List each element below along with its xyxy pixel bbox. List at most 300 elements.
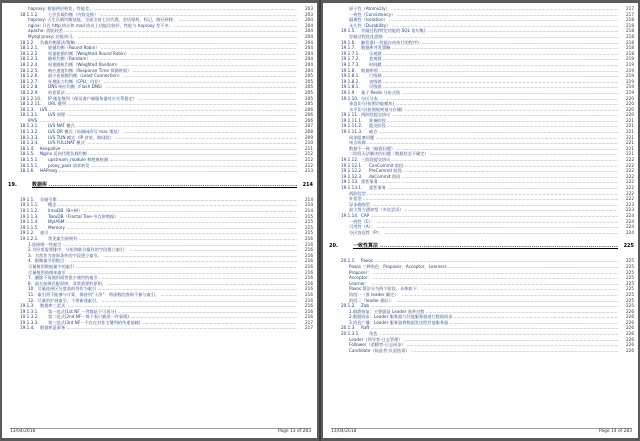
toc-entry-number: 19.1.1.3.: [20, 213, 39, 219]
toc-entry-page: 216: [298, 264, 313, 270]
toc-entry-title: 2.为经常需要排序、分组和联合操作的字段建立索引： .....: [28, 247, 297, 253]
toc-entry-number: 18.1.2.4.: [20, 61, 39, 67]
page-divider: [319, 0, 321, 441]
toc-entry-title: LVS FULLNAT 模式 .....: [48, 140, 297, 146]
toc-entry-page: 215: [298, 225, 313, 231]
toc-entry-title: 3.消息广播：Leader 服务器将数据发送给其他服务器 .....: [349, 320, 618, 326]
toc-entry-page: 216: [298, 247, 313, 253]
toc-entry-page: 217: [619, 12, 634, 18]
toc-entry-page: 218: [619, 23, 634, 29]
toc-entry-page: 212: [298, 157, 313, 163]
toc-entry-page: 205: [298, 90, 313, 96]
toc-entry-title: 一致性算法 .....: [353, 241, 618, 252]
toc-entry-page: 223: [619, 207, 634, 213]
toc-entry-number: 19.1.3.1.: [20, 308, 39, 314]
toc-entry-page: 221: [619, 123, 634, 129]
toc-entry-page: 226: [619, 331, 634, 337]
toc-entry-title: 准备阶段 .....: [369, 118, 618, 124]
toc-entry-number: 19.1.1.2.: [20, 208, 39, 213]
toc-entry-title: 2.数据同步：Leader 服务器与其他服务器进行数据同步 .....: [349, 314, 618, 320]
toc-entry-page: 219: [619, 79, 634, 85]
toc-entry-page: 218: [619, 17, 634, 23]
toc-entry-page: 226: [619, 337, 634, 343]
toc-entry-title: 尽量使用前缀来索引 .....: [28, 270, 297, 276]
toc-entry-title: 分区分表 .....: [361, 96, 618, 102]
toc-entry-title: haproxy: 根据两层转发，性能差。 .....: [28, 6, 297, 12]
toc-entry-number: 18.1.2.5.: [20, 67, 39, 73]
toc-entry-title: 缺点 .....: [369, 129, 618, 135]
toc-entry-title: Acceptor： .....: [349, 275, 618, 281]
toc-entry-page: 222: [619, 191, 634, 197]
toc-entry-page: 219: [619, 84, 634, 90]
toc-entry-title: Keepalive .....: [40, 146, 297, 152]
toc-entry-title: Candidate（候选者-负责选票） .....: [349, 348, 618, 354]
toc-entry-title: 两阶段提交协议 .....: [361, 112, 618, 118]
toc-entry-page: 219: [619, 73, 634, 79]
toc-entry-number: 19.1.7.3.: [341, 61, 360, 67]
toc-entry-number: 18.1.2.9.: [20, 89, 39, 95]
toc-entry-number: 19.1.1.: [20, 196, 35, 202]
toc-entry-number: 19.1.12.3.: [341, 173, 363, 179]
toc-entry-page: 217: [619, 6, 634, 12]
toc-entry-title: 10．尽量选择区分度高的列作为索引 .....: [28, 286, 297, 292]
toc-entry-page: 208: [298, 129, 313, 135]
toc-entry-page: 225: [619, 286, 634, 292]
toc-entry-number: 19.1.7.2.: [341, 56, 360, 62]
toc-entry-number: 19.1.4.: [20, 325, 35, 331]
toc-entry-title: 补偿型 .....: [349, 196, 618, 202]
toc-entry-page: 224: [619, 219, 634, 225]
toc-entry-number: 19.1.8.2.: [341, 78, 360, 84]
toc-entry-title: 权重随机均衡（Weighted Random） .....: [48, 62, 297, 68]
toc-entry-title: 角色 .....: [369, 331, 618, 337]
toc-entry-number: 19.1.12.: [341, 157, 359, 163]
toc-entry-page: 218: [619, 45, 634, 51]
toc-entry-page: 214: [298, 180, 313, 191]
toc-entry-title: 响应速度均衡（Response Time 探测时间） .....: [48, 68, 297, 74]
toc-entry-page: 225: [619, 303, 634, 309]
toc-entry-page: 213: [298, 168, 313, 174]
toc-entry-number: 19.1.1.1.: [20, 202, 39, 208]
toc-entry-page: 223: [619, 202, 634, 208]
toc-entry-number: 19.1.11.2.: [341, 123, 363, 129]
toc-entry-title: 单点故障 .....: [349, 140, 618, 146]
toc-entry-page: 221: [619, 118, 634, 124]
page-footer: [331, 428, 632, 435]
toc-entry-page: 224: [619, 230, 634, 236]
toc-entry-number: 19.1.3.2.: [20, 314, 39, 320]
toc-entry-page: 215: [298, 214, 313, 220]
toc-entry-title: 两阶段型 .....: [349, 191, 618, 197]
toc-entry-page: 206: [298, 107, 313, 113]
toc-entry-number: 18.1.2.11.: [20, 101, 42, 107]
toc-entry-number: 19.1.10.: [341, 95, 359, 101]
toc-entry-title: HAProxy .....: [40, 168, 297, 174]
toc-entry-number: 19.1.11.: [341, 112, 359, 118]
toc-entry-number: 20.1.3.: [341, 325, 356, 331]
toc-entry-number: 19.1.13.: [341, 179, 359, 185]
toc-entry-page: 222: [619, 196, 634, 202]
toc-entry-page: 225: [619, 281, 634, 287]
toc-entry-title: LVS 原理 .....: [48, 112, 297, 118]
toc-entry-page: 221: [619, 146, 634, 152]
toc-entry-title: 柔性事务 .....: [361, 179, 618, 185]
toc-entry-title: 水平切分(按照规则划分存储) .....: [349, 107, 618, 113]
toc-entry-page: 212: [298, 163, 313, 169]
toc-chapter-entry[interactable]: [2, 180, 317, 191]
toc-entry-title: LVS NAT 模式 .....: [48, 123, 297, 129]
toc-entry-number: 19.1.13.1.: [341, 185, 363, 190]
toc-entry-number: 19.1.3.3.: [20, 319, 39, 325]
toc-entry-title: 数据库三范式 .....: [40, 303, 297, 309]
toc-entry-page: 206: [298, 118, 313, 124]
toc-entry-title: DNS 响应均衡（Flash DNS） .....: [48, 84, 297, 90]
toc-entry-title: 3．为常作为查询条件的字段建立索引。 .....: [28, 253, 297, 259]
toc-entry-title: 存储引擎 .....: [40, 197, 297, 203]
toc-entry-number: 18.1.3.4.: [20, 140, 39, 146]
toc-entry-number: 19.1.8.1.: [341, 73, 360, 79]
toc-entry-number: 18.1.3.: [20, 106, 35, 112]
toc-entry-page: 218: [619, 28, 634, 34]
toc-entry-number: 18.1.3.1.: [20, 123, 39, 129]
page-footer: [10, 428, 311, 435]
toc-entry-title: 原子性（Atomicity） .....: [349, 6, 618, 12]
toc-entry-number: 20.1.1.: [341, 258, 356, 264]
toc-entry-number: 18.1.5.1.: [20, 162, 39, 168]
toc-entry-title: 一致性（Consistency） .....: [349, 12, 618, 18]
toc-entry-title: Nginx 反向代理负载均衡 .....: [40, 151, 297, 157]
toc-entry-page: 204: [298, 17, 313, 23]
toc-entry-title: 存储过程(特定功能的 SQL 语句集) .....: [361, 28, 618, 34]
toc-entry-title: Follower（追随者-日志同步） .....: [349, 342, 618, 348]
toc-entry-number: 18.1.2.1.: [20, 45, 39, 51]
toc-entry-page: 203: [298, 12, 313, 18]
toc-entry-title: apache: 功能较差 .....: [28, 28, 297, 34]
toc-entry-title: 随机均衡（Random） .....: [48, 56, 297, 62]
toc-entry-page: 224: [619, 224, 634, 230]
toc-entry-title: 基于 Redis 分布式锁 .....: [361, 90, 618, 96]
toc-entry-title: 隔离性（Isolation） .....: [349, 17, 618, 23]
toc-entry-page: 216: [298, 286, 313, 292]
toc-entry-page: 222: [619, 179, 634, 185]
toc-entry-page: 221: [619, 135, 634, 141]
toc-entry-title: 第一范式(1st NF －列都是不可再分) .....: [48, 309, 297, 315]
toc-entry-page: 214: [298, 197, 313, 203]
toc-entry-number: 18.1.1.2.: [20, 11, 39, 17]
toc-entry-number: 18.1.2.8.: [20, 84, 39, 90]
toc-entry-page: 204: [298, 40, 313, 46]
toc-entry-title: 数据库是事务 .....: [40, 325, 297, 331]
toc-entry[interactable]: [323, 348, 638, 354]
toc-entry-number: 20.1.2.: [341, 303, 356, 309]
toc-entry-title: 三阶段提交协议 .....: [361, 157, 618, 163]
toc-entry-title: 存储过程优化思路： .....: [349, 34, 618, 40]
toc-entry-page: 220: [619, 112, 634, 118]
toc-entry-page: 225: [619, 241, 634, 252]
toc-entry-title: proxy_pass 请求转发 .....: [48, 163, 297, 169]
toc-entry-number: 18.1.2.7.: [20, 78, 39, 84]
toc-entry-page: 226: [619, 325, 634, 331]
toc-entry-title: 11．索引列不能参与计算，保持列“干净”：带函数的查询不参与索引。 .....: [28, 292, 297, 298]
toc-entry-page: 215: [298, 230, 313, 236]
toc-entry-page: 222: [619, 185, 634, 191]
toc-entry-title: 常见索引原则有 .....: [48, 236, 297, 242]
toc-entry-page: 206: [298, 112, 313, 118]
toc-entry-page: 216: [298, 281, 313, 287]
toc-list: [2, 6, 317, 331]
toc-entry-number: 18.1.3.2.: [20, 129, 39, 135]
toc-entry-page: 205: [298, 73, 313, 79]
toc-entry-page: 226: [619, 348, 634, 354]
toc-entry-number: 19.1.11.3.: [341, 129, 363, 135]
toc-entry-page: 211: [298, 146, 313, 152]
toc-entry-number: 19.1.1.5.: [20, 224, 39, 230]
toc-entry-number: 20.1.3.1.: [341, 331, 360, 337]
toc-entry-title: doCommit 阶段 .....: [369, 174, 618, 180]
toc-entry-page: 217: [298, 320, 313, 326]
toc-entry-title: 12．尽量的扩展索引，不要新建索引。 .....: [28, 298, 297, 304]
toc-entry-title: Mysql proxy: 功能尚可。 .....: [28, 34, 297, 40]
toc-entry-page: 226: [619, 320, 634, 326]
toc-entry-title: 阶段一（准 leader 确定）： .....: [349, 292, 618, 298]
toc-entry-title: URL 散列 .....: [48, 101, 297, 107]
toc-entry-number: 19.1.6.: [341, 39, 356, 45]
toc-entry-number: 19.1.7.1.: [341, 50, 360, 56]
toc-entry-page: 204: [298, 34, 313, 40]
toc-entry-title: IP 地址散列（保证客户端服务器对应关系稳定） .....: [48, 96, 297, 102]
toc-entry-number: 19.1.7.: [341, 45, 356, 51]
toc-entry-page: 225: [619, 275, 634, 281]
toc-entry-page: 216: [298, 258, 313, 264]
toc-entry-title: CanCommit 阶段 .....: [369, 163, 618, 169]
toc-entry-title: 乐观锁 .....: [369, 51, 618, 57]
toc-entry-title: 4．限制索引的数目： .....: [28, 258, 297, 264]
toc-entry-title: Raft .....: [361, 325, 618, 331]
toc-entry-title: 尽量使用数据量少的索引 .....: [28, 264, 297, 270]
toc-entry-title: CAP .....: [361, 213, 618, 219]
toc-entry-page: 219: [619, 68, 634, 74]
toc-entry-number: 18.1.2.10.: [20, 95, 42, 101]
toc-entry-page: 209: [298, 135, 313, 141]
page-14: [323, 3, 638, 438]
toc-entry-number: 19.1.8.: [341, 67, 356, 73]
toc-entry-page: 204: [298, 23, 313, 29]
toc-entry-number: 19.1.14.: [341, 212, 359, 218]
toc-entry-page: 216: [298, 253, 313, 259]
toc-entry-title: 时间戳 .....: [369, 62, 618, 68]
toc-entry-page: 218: [619, 51, 634, 57]
toc-entry-title: Memory .....: [48, 225, 297, 231]
toc-entry-title: Leader（领导者-日志管理） .....: [349, 337, 618, 343]
toc-entry-title: Zab .....: [361, 303, 618, 309]
toc-entry-title: Paxos 算法分为两个阶段。具体如下： .....: [349, 286, 618, 292]
toc-entry-page: 205: [298, 101, 313, 107]
toc-entry-number: 19.1.3.: [20, 303, 35, 309]
toc-entry-page: 205: [298, 84, 313, 90]
toc-entry-page: 220: [619, 96, 634, 102]
toc-entry-title: 垂直切分(按照功能模块) .....: [349, 101, 618, 107]
toc-entry-number: 18.1.2.6.: [20, 73, 39, 79]
toc-entry-number: 18.1.3.3.: [20, 134, 39, 140]
toc-entry-page: 216: [298, 298, 313, 304]
toc-entry-number: 18.1.5.: [20, 151, 35, 157]
toc-entry-page: 219: [619, 62, 634, 68]
toc-entry-title: 可用性（A）： .....: [349, 224, 618, 230]
toc-entry-title: 处理能力均衡（CPU、内存） .....: [48, 79, 297, 85]
toc-entry-page: 204: [298, 62, 313, 68]
toc-entry-title: 数据库 .....: [32, 180, 297, 191]
toc-list: [323, 6, 638, 353]
toc-entry-number: 18.1.3.1.: [20, 112, 39, 118]
toc-entry-page: 221: [619, 151, 634, 157]
toc-entry-page: 225: [619, 298, 634, 304]
toc-entry-number: 18.1.4.: [20, 145, 35, 151]
toc-entry-number: 19.1.11.1.: [341, 117, 363, 123]
toc-entry-page: 203: [298, 6, 313, 12]
toc-entry-number: 18.1.2.: [20, 39, 35, 45]
toc-entry-page: 226: [619, 309, 634, 315]
footer-page-number: Page 14 of 283: [598, 429, 632, 434]
toc-entry-title: 柔性事务 .....: [369, 185, 618, 191]
toc-entry-page: 225: [619, 258, 634, 264]
toc-entry-number: 19.1.12.1.: [341, 162, 363, 168]
toc-entry-page: 216: [298, 242, 313, 248]
toc-entry-title: 二阶段无法解决的问题（数据状态不确定） .....: [349, 151, 618, 157]
toc-entry-page: 214: [298, 202, 313, 208]
toc-entry-title: LVS DR 模式（局域网改写 mac 地址） .....: [48, 129, 297, 135]
toc-entry-page: 205: [298, 79, 313, 85]
toc-entry-title: 8．最左前缀匹配原则，非常重要的原则。 .....: [28, 281, 297, 287]
toc-entry-page: 219: [619, 90, 634, 96]
toc-entry-title: Paxos .....: [361, 258, 618, 264]
toc-entry-page: 217: [298, 325, 313, 331]
toc-entry-page: 220: [619, 101, 634, 107]
toc-entry-title: 权重轮循均衡（Weighted Round Robin） .....: [48, 51, 297, 57]
toc-entry-page: 216: [298, 303, 313, 309]
toc-entry-page: 207: [298, 123, 313, 129]
toc-entry-title: 永久性（Durability） .....: [349, 23, 618, 29]
toc-entry-page: 224: [619, 213, 634, 219]
toc-entry-page: 222: [619, 168, 634, 174]
toc-entry-title: Proposer： .....: [349, 270, 618, 276]
toc-entry-page: 216: [298, 270, 313, 276]
toc-entry-title: 数据不一致（脑裂问题） .....: [349, 146, 618, 152]
toc-entry-title: TokuDB（Fractal Tree-节点带数据） .....: [48, 214, 297, 220]
toc-entry-page: 204: [298, 45, 313, 51]
toc-entry-title: 第二范式(2nd NF－每个表只描述一件事情) .....: [48, 314, 297, 320]
toc-entry-page: 214: [298, 208, 313, 214]
toc-entry-number: 18.1.5.1.: [20, 157, 39, 163]
toc-entry-title: LVS .....: [40, 107, 297, 113]
toc-entry-page: 226: [619, 314, 634, 320]
toc-entry-title: 轮循均衡（Round Robin） .....: [48, 45, 297, 51]
toc-entry-title: haproxy: 天生负载均衡技能，全面支持七层代理，会话保持，标记，路径转移； .....: [28, 17, 297, 23]
page-13: [2, 3, 317, 438]
toc-entry-title: InnoDB（B+树） .....: [48, 208, 297, 214]
toc-entry-page: 221: [619, 129, 634, 135]
toc-entry-title: 触发器(一段能自动执行的程序) .....: [361, 40, 618, 46]
toc-entry-page: 222: [619, 174, 634, 180]
toc-entry-page: 216: [298, 309, 313, 315]
toc-entry-title: 页级锁 .....: [369, 84, 618, 90]
toc-entry-page: 216: [298, 292, 313, 298]
toc-entry-page: 210: [298, 140, 313, 146]
toc-entry-page: 225: [619, 292, 634, 298]
toc-entry-title: 概念 .....: [48, 202, 297, 208]
toc-entry-number: 19.1.2.: [20, 230, 35, 236]
toc-entry-title: Paxos 三种角色：Proposer，Acceptor，Learners .....: [349, 264, 618, 270]
toc-entry-title: 行级锁 .....: [369, 73, 618, 79]
toc-chapter-entry[interactable]: [323, 241, 638, 252]
toc-entry-page: 204: [298, 51, 313, 57]
toc-entry-title: 阶段二（leader 确认）： .....: [349, 298, 618, 304]
toc-entry-title: PreCommit 阶段 .....: [369, 168, 618, 174]
toc-entry-title: 分区容忍性（P）： .....: [349, 230, 618, 236]
toc-entry-title: 负载均衡算法/策略 .....: [40, 40, 297, 46]
toc-entry-title: 数据库并发策略 .....: [361, 45, 618, 51]
toc-entry-page: 219: [619, 56, 634, 62]
toc-entry-page: 212: [298, 151, 313, 157]
toc-entry-page: 216: [298, 236, 313, 242]
toc-entry-page: 221: [619, 140, 634, 146]
toc-entry-number: 20.: [329, 243, 338, 250]
footer-page-number: Page 13 of 283: [277, 429, 311, 434]
toc-entry-page: 218: [619, 40, 634, 46]
toc-entry-title: 1.选择唯一性索引 .....: [28, 242, 297, 248]
toc-entry-title: 提交阶段 .....: [369, 123, 618, 129]
toc-entry-number: 19.1.9.: [341, 89, 356, 95]
toc-entry-number: 19.1.1.4.: [20, 219, 39, 225]
toc-entry-title: nginx: 只在 http 协议和 mail 协议上功能比较好，性能与 haproxy 差不多； .....: [28, 23, 297, 29]
toc-entry-title: Learner： .....: [349, 281, 618, 287]
toc-entry-page: 218: [619, 34, 634, 40]
toc-entry-page: 225: [619, 264, 634, 270]
toc-entry-title: 同步阻塞问题 .....: [349, 135, 618, 141]
toc-entry-number: 19.1.2.1.: [20, 235, 39, 241]
toc-entry-title: LVS TUN 模式（IP 封装、跨网段） .....: [48, 135, 297, 141]
toc-entry-page: 216: [298, 314, 313, 320]
toc-entry-page: 220: [619, 107, 634, 113]
toc-entry-number: 19.: [8, 181, 17, 188]
toc-entry-title: 1.崩溃恢复：主要就是 Leader 选举过程 .....: [349, 309, 618, 315]
toc-entry-title: 最少连接数均衡（Least Connection） .....: [48, 73, 297, 79]
toc-entry-page: 222: [619, 157, 634, 163]
toc-entry-title: 第三范式(3rd NF－不存在对非主键列的传递依赖) .....: [48, 320, 297, 326]
toc-entry-title: 表级锁 .....: [369, 79, 618, 85]
toc-entry-number: 18.1.2.3.: [20, 56, 39, 62]
toc-entry-title: 悲观锁 .....: [369, 56, 618, 62]
toc-entry-page: 204: [298, 56, 313, 62]
toc-entry-number: 19.1.12.2.: [341, 168, 363, 174]
toc-entry[interactable]: [2, 325, 317, 331]
toc-entry-number: 19.1.5.: [341, 28, 356, 34]
toc-entry-page: 216: [298, 275, 313, 281]
toc-entry-page: 204: [298, 68, 313, 74]
toc-entry-page: 226: [619, 342, 634, 348]
toc-entry-title: MyIASM .....: [48, 219, 297, 225]
toc-entry-title: 数据库锁 .....: [361, 68, 618, 74]
toc-entry-title: 七层负载均衡（内容交换） .....: [48, 12, 297, 18]
toc-entry-page: 225: [619, 270, 634, 276]
toc-entry-title: 一致性（C）： .....: [349, 219, 618, 225]
toc-entry-title: 7．删除不再使用或者很少使用的索引 .....: [28, 275, 297, 281]
toc-entry-page: 204: [298, 28, 313, 34]
toc-entry-title: IPVS .....: [28, 118, 297, 124]
toc-entry-title: 最大努力通知型（多次尝试） .....: [349, 207, 618, 213]
footer-date: 13/04/2018: [331, 429, 357, 434]
toc-entry-number: 19.1.8.1.: [341, 84, 360, 90]
toc-entry-page: 222: [619, 163, 634, 169]
